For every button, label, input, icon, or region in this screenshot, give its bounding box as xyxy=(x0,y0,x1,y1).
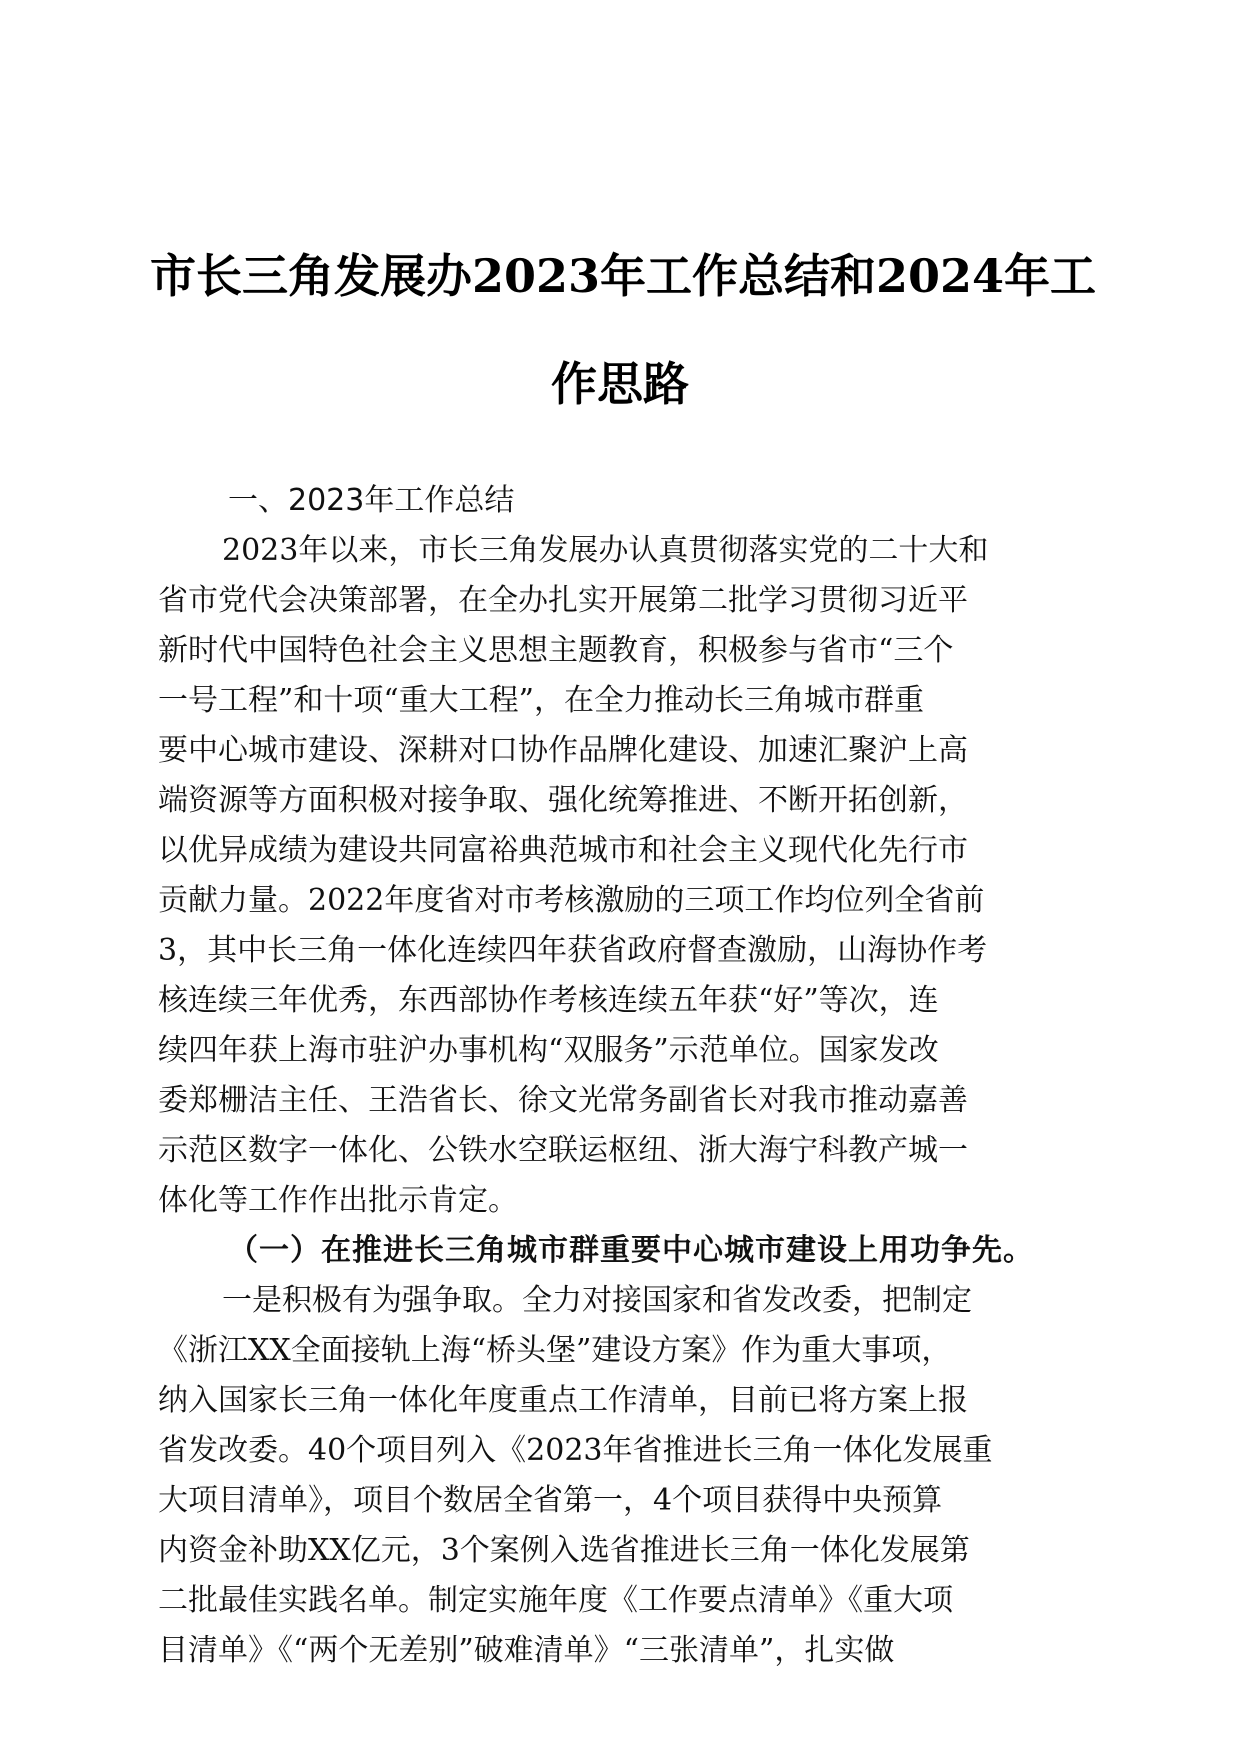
text-line: 内资金补助XX亿元，3个案例入选省推进长三角一体化发展第 xyxy=(158,1533,970,1568)
text-line: 一号工程”和十项“重大工程”，在全力推动长三角城市群重 xyxy=(158,683,925,718)
text-line: 续四年获上海市驻沪办事机构“双服务”示范单位。国家发改 xyxy=(158,1033,939,1068)
text-line: 要中心城市建设、深耕对口协作品牌化建设、加速汇聚沪上高 xyxy=(158,733,968,768)
text-line: 以优异成绩为建设共同富裕典范城市和社会主义现代化先行市 xyxy=(158,833,968,868)
title-line: 市长三角发展办2023年工作总结和2024年工 xyxy=(150,249,1097,303)
text-line: 《浙江XX全面接轨上海“桥头堡”建设方案》作为重大事项， xyxy=(158,1333,952,1368)
text-line: 新时代中国特色社会主义思想主题教育，积极参与省市“三个 xyxy=(158,633,954,668)
title-line: 作思路 xyxy=(551,357,689,411)
text-line: 目清单》《“两个无差别”破难清单》“三张清单”，扎实做 xyxy=(158,1633,895,1668)
text-line: 纳入国家长三角一体化年度重点工作清单，目前已将方案上报 xyxy=(158,1383,968,1418)
text-line: 大项目清单》，项目个数居全省第一，4个项目获得中央预算 xyxy=(158,1483,943,1518)
document-body xyxy=(158,476,1078,1676)
text-line: 核连续三年优秀，东西部协作考核连续五年获“好”等次，连 xyxy=(158,983,939,1018)
text-line: 3，其中长三角一体化连续四年获省政府督查激励，山海协作考 xyxy=(158,933,988,968)
text-line: 委郑栅洁主任、王浩省长、徐文光常务副省长对我市推动嘉善 xyxy=(158,1083,968,1118)
text-line: 贡献力量。2022年度省对市考核激励的三项工作均位列全省前 xyxy=(158,883,985,918)
text-line: 体化等工作作出批示肯定。 xyxy=(158,1183,518,1218)
text-line: 二批最佳实践名单。制定实施年度《工作要点清单》《重大项 xyxy=(158,1583,953,1618)
text-line: 端资源等方面积极对接争取、强化统筹推进、不断开拓创新， xyxy=(158,783,968,818)
text-line: 一是积极有为强争取。全力对接国家和省发改委，把制定 xyxy=(222,1283,972,1318)
subsection-heading: （一）在推进长三角城市群重要中心城市建设上用功争先。 xyxy=(228,1233,1034,1268)
text-line: 示范区数字一体化、公铁水空联运枢纽、浙大海宁科教产城一 xyxy=(158,1133,968,1168)
paragraph-2 xyxy=(158,1276,1078,1676)
document-title xyxy=(150,222,1097,438)
text-line: 省发改委。40个项目列入《2023年省推进长三角一体化发展重 xyxy=(158,1433,993,1468)
section-heading: 一、2023年工作总结 xyxy=(228,483,515,518)
text-line: 省市党代会决策部署，在全办扎实开展第二批学习贯彻习近平 xyxy=(158,583,968,618)
text-line: 2023年以来，市长三角发展办认真贯彻落实党的二十大和 xyxy=(222,533,989,568)
paragraph-1 xyxy=(158,526,1078,1226)
